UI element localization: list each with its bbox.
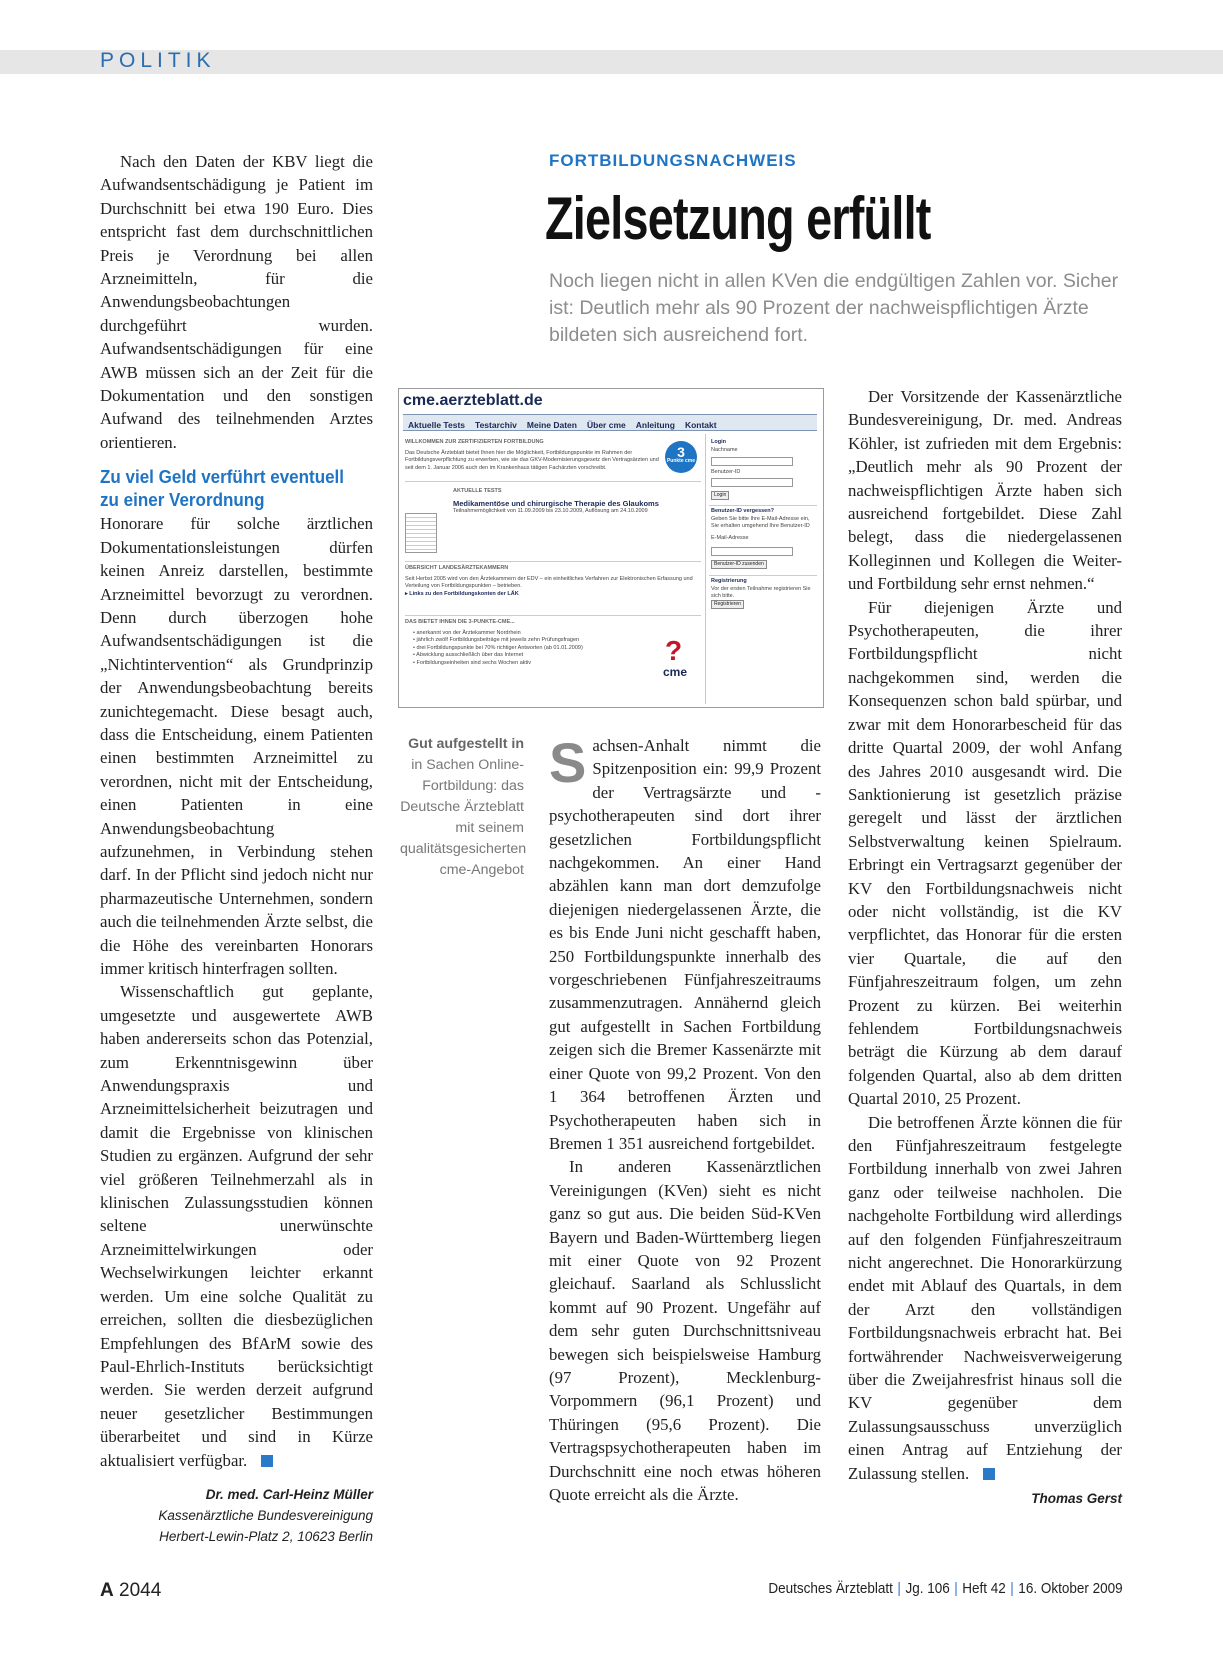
- badge-label: Punkte cme: [666, 458, 696, 464]
- forgot-heading: Benutzer-ID vergessen?: [711, 508, 774, 514]
- page-num: 2044: [119, 1580, 162, 1601]
- kicker: FORTBILDUNGSNACHWEIS: [549, 151, 797, 170]
- section-label: POLITIK: [100, 49, 216, 72]
- author-block: [100, 1484, 373, 1547]
- nav-item: Meine Daten: [526, 420, 577, 430]
- register-text: Vor der ersten Teilnahme registrieren Sie sich bitte.: [711, 585, 811, 599]
- benefits-heading: DAS BIETET IHNEN DIE 3-PUNKTE-CME...: [405, 619, 515, 625]
- paragraph: [848, 1111, 1122, 1486]
- register-heading: Registrierung: [711, 578, 747, 584]
- badge-number: 3: [677, 444, 685, 460]
- benefit-item: • Fortbildungseinheiten sind sechs Wochen aktiv: [413, 659, 532, 666]
- register-button[interactable]: Registrieren: [711, 600, 744, 609]
- lak-text: Seit Herbst 2005 wird von den Ärztekammern der EDV – ein einheitliches Verfahren zur Elektronischen Erfassung und Verteilung von Fortbildungspunkten – betrieben.: [405, 575, 693, 589]
- screenshot-url: cme.aerzteblatt.de: [403, 392, 543, 409]
- login-heading: Login: [711, 439, 726, 445]
- lak-link: ▸ Links zu den Fortbildungskonten der LÄK: [405, 590, 519, 597]
- tests-block: [453, 488, 698, 515]
- paragraph: [549, 731, 821, 1155]
- subheading: Zu viel Geld verführt eventuell zu einer Verordnung: [100, 466, 345, 511]
- email-input[interactable]: [711, 547, 793, 556]
- login-block: [711, 439, 816, 454]
- volume: Jg. 106: [905, 1580, 951, 1597]
- issue: Heft 42: [962, 1580, 1007, 1597]
- paragraph-text: Die betroffenen Ärzte können die für den Fünfjahreszeitraum festgelegte Fortbildung innerhalb von zwei Jahren ganz oder teilweise nachholen. Die nachgeholte Fortbildung wird allerdings auf den folgenden Fünfjahreszeitraum nicht angerechnet. Die Honorarkürzung endet mit Ablauf des Quartals, in dem der Arzt den vollständigen Fortbildungsnachweis erbracht hat. Bei fortwährender Nachweisverweigerung über die Zweijahresfrist hinaus soll die KV gegenüber dem Zulassungsausschuss unverzüglich einen Antrag auf Entziehung der Zulassung stellen.: [848, 1112, 1122, 1483]
- benefit-item: • jährlich zwölf Fortbildungsbeiträge mit jeweils zehn Prüfungsfragen: [413, 637, 580, 643]
- journal-info: Deutsches Ärzteblatt | Jg. 106 | Heft 42 | 16. Oktober 2009: [768, 1580, 1123, 1597]
- cme-logo-icon: ?: [665, 635, 683, 666]
- login-button[interactable]: Login: [711, 491, 729, 500]
- tests-heading: AKTUELLE TESTS: [453, 488, 502, 494]
- paragraph: [100, 980, 373, 1472]
- nav-item: Kontakt: [684, 420, 717, 430]
- end-mark-icon: [261, 1455, 273, 1467]
- paragraph: Der Vorsitzende der Kassenärztliche Bundesvereinigung, Dr. med. Andreas Köhler, ist zufrieden mit dem Ergebnis: „Deutlich mehr als 90 Prozent der nachweispflichtigen Ärzte haben sich ausreichend fortgebildet. Diese Zahl belegt, dass die niedergelassenen Kolleginnen und Kollegen die Weiter- und Fortbildung sehr ernst nehmen.“: [848, 387, 1122, 594]
- welcome-block: [405, 439, 660, 472]
- forgot-text: Geben Sie bitte Ihre E-Mail-Adresse ein, Sie erhalten umgehend Ihre Benutzer-ID: [711, 515, 810, 529]
- name-input[interactable]: [711, 457, 793, 466]
- test-dates: Teilnahmemöglichkeit von 11.09.2009 bis 23.10.2009, Auflösung am 24.10.2009: [453, 507, 648, 514]
- id-input[interactable]: [711, 478, 793, 487]
- nav-item: Anleitung: [635, 420, 675, 430]
- login-id-label: Benutzer-ID: [711, 469, 741, 475]
- test-title: Medikamentöse und chirurgische Therapie des Glaukoms: [453, 498, 659, 508]
- divider: [405, 561, 701, 562]
- register-block: [711, 578, 815, 601]
- divider: [405, 615, 701, 616]
- journal-name: Deutsches Ärzteblatt: [768, 1580, 894, 1597]
- benefit-item: • anerkannt von der Ärztekammer Nordrhein: [413, 629, 521, 636]
- lak-heading: ÜBERSICHT LANDESÄRZTEKAMMERN: [405, 565, 509, 571]
- divider: [709, 575, 817, 576]
- login-name-label: Nachname: [711, 446, 738, 453]
- column-left: [100, 150, 373, 1547]
- drop-cap: S: [549, 731, 587, 794]
- image-caption: [400, 734, 527, 881]
- headline: Zielsetzung erfüllt: [545, 185, 931, 252]
- caption-title: Gut aufgestellt in: [408, 736, 524, 752]
- author-name: Dr. med. Carl-Heinz Müller: [205, 1486, 373, 1502]
- paragraph-text: Wissenschaftlich gut geplante, umgesetzte und ausgewertete AWB haben andererseits schon das Potenzial, zum Erkenntnisgewinn über Anwendungspraxis und Arzneimittelsicherheit beizutragen und damit die Ergebnisse von klinischen Studien zu ergänzen. Aufgrund der sehr viel größeren Teilnehmerzahl als in klinischen Zulassungsstudien können seltene unerwünschte Arzneimittelwirkungen oder Wechselwirkungen leichter erkannt werden. Um eine solche Qualität zu erreichen, sollten die diesbezüglichen Empfehlungen des BfArM sowie des Paul-Ehrlich-Instituts berücksichtigt werden. Sie werden derzeit aufgrund neuer gesetzlicher Bestimmungen überarbeitet und sind in Kürze aktualisiert verfügbar.: [100, 982, 373, 1470]
- lead-text: Noch liegen nicht in allen KVen die endgültigen Zahlen vor. Sicher ist: Deutlich mehr als 90 Prozent der nachweispflichtigen Ärzte bildeten sich ausreichend fort.: [549, 270, 1119, 346]
- screenshot-nav: [403, 414, 817, 431]
- paragraph: In anderen Kassenärztlichen Vereinigungen (KVen) sieht es nicht ganz so gut aus. Die beiden Süd-KVen Bayern und Baden-Württemberg liegen mit einer Quote von 92 Prozent gleichauf. Saarland als Schlusslicht kommt auf 90 Prozent. Ungefähr auf dem sehr guten Durchschnittsniveau bewegen sich beispielsweise Hamburg (97 Prozent), Mecklenburg-Vorpommern (96,1 Prozent) und Thüringen (95,6 Prozent). Die Vertragspsychotherapeuten haben im Durchschnitt eine noch etwas höheren Quote erreicht als die Ärzte.: [549, 1157, 821, 1504]
- author-address: Herbert-Lewin-Platz 2, 10623 Berlin: [159, 1528, 373, 1544]
- welcome-heading: WILLKOMMEN ZUR ZERTIFIZIERTEN FORTBILDUNG: [405, 439, 544, 445]
- divider: [405, 481, 701, 482]
- email-label: E-Mail-Adresse: [711, 534, 749, 541]
- author-org: Kassenärztliche Bundesvereinigung: [158, 1507, 373, 1523]
- benefits-block: [405, 619, 655, 667]
- article-thumbnail: [405, 513, 437, 553]
- column-right: [848, 385, 1122, 1511]
- paragraph: Nach den Daten der KBV liegt die Aufwandsentschädigung je Patient im Durchschnitt bei etwa 190 Euro. Dies entspricht fast dem durchschnittlichen Preis je Verordnung bei allen Arzneimitteln, für die Anwendungsbeobachtungen durchgeführt wurden. Aufwandsentschädigungen für eine AWB müssen sich an der Zeit für die Dokumentation und den sonstigen Aufwand des teilnehmenden Arztes orientieren.: [100, 152, 373, 452]
- page-number: [100, 1580, 161, 1602]
- issue-date: 16. Oktober 2009: [1018, 1580, 1123, 1597]
- page-prefix: A: [100, 1580, 114, 1601]
- nav-item: Aktuelle Tests: [408, 420, 466, 430]
- send-id-button[interactable]: Benutzer-ID zusenden: [711, 560, 767, 569]
- benefit-item: • Abwicklung ausschließlich über das Internet: [413, 652, 524, 658]
- benefit-item: • drei Fortbildungspunkte bei 70% richtiger Antworten (ab 01.01.2009): [413, 644, 583, 651]
- nav-item: Testarchiv: [475, 420, 517, 430]
- paragraph-text: achsen-Anhalt nimmt die Spitzenposition ein: 99,9 Prozent der Vertragsärzte und -psychotherapeuten sind dort ihrer gesetzlichen Fortbildungspflicht nachgekommen. An einer Hand abzählen kann man dort demzufolge diejenigen niedergelassenen Ärzte, die es bis Ende Juni nicht geschafft haben, 250 Fortbildungspunkte innerhalb des vorgeschriebenen Fünfjahreszeitraums zusammenzutragen. Annähernd gleich gut aufgestellt in Sachen Fortbildung zeigen sich die Bremer Kassenärzte mit einer Quote von 99,2 Prozent. Von den 1 364 betroffenen Ärzten und Psychotherapeuten haben sich in Bremen 1 351 ausreichend fortgebildet.: [549, 736, 821, 1153]
- end-mark-icon: [983, 1468, 995, 1480]
- cme-logo-text: cme: [663, 665, 688, 679]
- divider: [709, 505, 817, 506]
- paragraph: Für diejenigen Ärzte und Psychotherapeuten, die ihrer Fortbildungspflicht nicht nachgekommen sind, werden die Konsequenzen schon bald spürbar, und zwar mit dem Honorarbescheid für das dritte Quartal 2009, der wohl Anfang des Jahres 2010 ausgesandt wird. Die Sanktionierung ist gesetzlich präzise geregelt und lässt der ärztlichen Selbstverwaltung keinen Spielraum. Erbringt ein Vertragsarzt gegenüber der KV den Fortbildungsnachweis nicht oder nicht vollständig, ist die KV verpflichtet, das Honorar für die ersten vier Quartale, die auf den Fünfjahreszeitraum folgen, um zehn Prozent zu kürzen. Bei weiterhin fehlendem Fortbildungsnachweis beträgt die Kürzung ab dem darauf folgenden Quartal, also ab dem dritten Quartal 2010, 25 Prozent.: [848, 597, 1122, 1109]
- nav-item: Über cme: [586, 420, 626, 430]
- lak-block: [405, 565, 695, 598]
- points-badge: [665, 441, 697, 473]
- paragraph: Honorare für solche ärztlichen Dokumentationsleistungen dürfen keinen Anreiz darstellen, bestimmte Arzneimittel bevorzugt zu verordnen. Denn durch überzogen hohe Aufwandsentschädigungen ist die „Nichtintervention“ als Grundprinzip der Anwendungsbeobachtung bereits zunichtegemacht. Diese besagt auch, dass die Entscheidung, einem Patienten einen bestimmten Arzneimittel zu verordnen, nicht mit der Entscheidung, einen Patienten in eine Anwendungsbeobachtung aufzunehmen, in Verbindung stehen darf. In der Pflicht sind jedoch nicht nur pharmazeutische Unternehmen, sondern auch die teilnehmenden Ärzte selbst, die die Höhe des vereinbarten Honorars immer kritisch hinterfragen sollten.: [100, 514, 373, 978]
- welcome-text: Das Deutsche Ärzteblatt bietet Ihnen hier die Möglichkeit, Fortbildungspunkte im Rahmen der Fortbildungsverpflichtung zu erwerben, wie sie das GKV-Modernisierungsgesetz den Vertragsärzten und seit dem 1. Januar 2006 auch den im Krankenhaus tätigen Fachärzten vorschreibt.: [405, 449, 659, 471]
- column-middle: [549, 731, 821, 1506]
- article-author: Thomas Gerst: [1031, 1491, 1122, 1507]
- website-screenshot: [398, 388, 824, 708]
- caption-text: in Sachen Online-Fortbildung: das Deutsche Ärzteblatt mit seinem qualitätsgesicherten cme-Angebot: [400, 757, 527, 878]
- sidebar-divider: [705, 434, 706, 704]
- forgot-block: [711, 508, 815, 542]
